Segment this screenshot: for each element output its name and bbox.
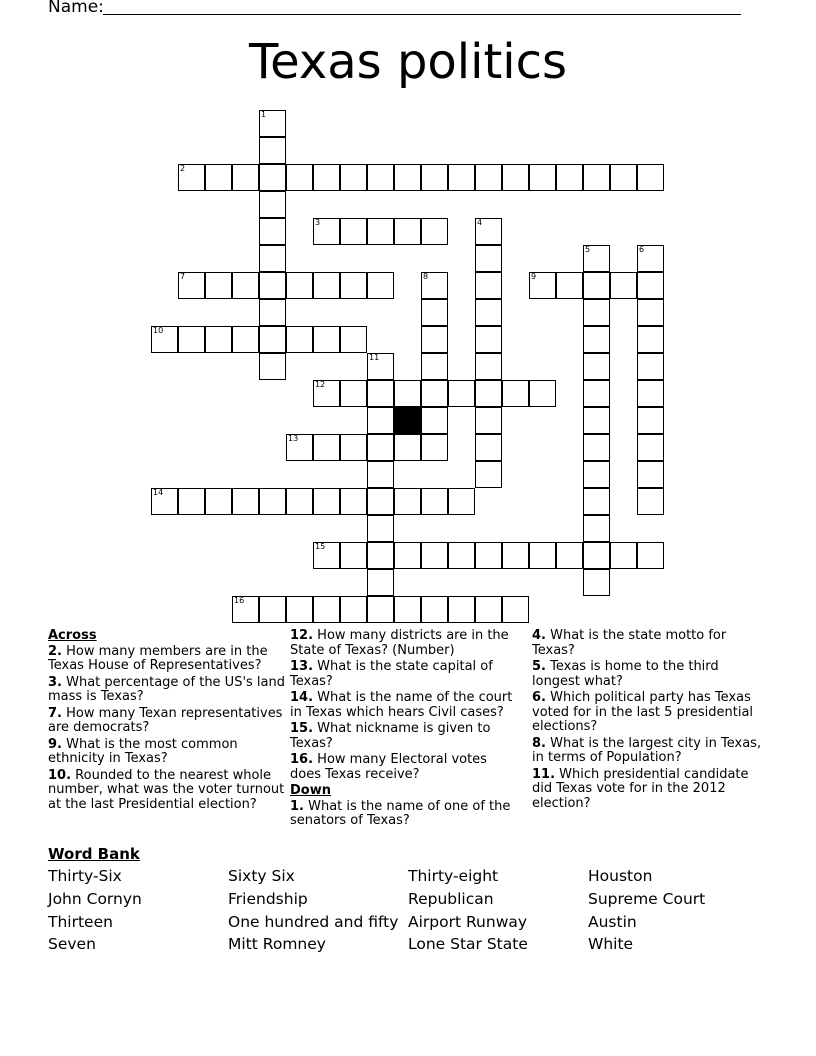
crossword-cell[interactable] <box>637 299 664 326</box>
crossword-cell[interactable] <box>232 164 259 191</box>
crossword-cell[interactable] <box>394 380 421 407</box>
crossword-cell[interactable] <box>340 488 367 515</box>
crossword-cell[interactable] <box>232 272 259 299</box>
crossword-cell[interactable] <box>610 164 637 191</box>
clue-column-2 <box>290 629 522 831</box>
crossword-cell[interactable] <box>637 380 664 407</box>
crossword-cell[interactable] <box>502 164 529 191</box>
crossword-cell[interactable] <box>475 434 502 461</box>
word-bank-item: Supreme Court <box>588 890 706 908</box>
crossword-cell[interactable] <box>448 380 475 407</box>
crossword-cell[interactable] <box>421 542 448 569</box>
crossword-cell[interactable] <box>583 380 610 407</box>
word-bank-item: Thirty-eight <box>408 867 499 885</box>
crossword-cell[interactable] <box>313 326 340 353</box>
crossword-cell[interactable] <box>529 164 556 191</box>
crossword-cell[interactable] <box>259 299 286 326</box>
across-clue-13: 13. What is the state capital of Texas? <box>290 658 493 689</box>
crossword-cell[interactable] <box>475 353 502 380</box>
across-clue-15: 15. What nickname is given to Texas? <box>290 720 491 751</box>
crossword-cell[interactable] <box>583 461 610 488</box>
crossword-cell[interactable] <box>637 407 664 434</box>
word-bank-item: Republican <box>408 890 494 908</box>
clue-number: 7 <box>180 272 186 281</box>
crossword-cell[interactable] <box>637 245 664 272</box>
word-bank-item: Airport Runway <box>408 913 528 931</box>
crossword-cell[interactable] <box>178 272 205 299</box>
word-bank-item: White <box>588 935 634 953</box>
crossword-cell[interactable] <box>205 326 232 353</box>
crossword-cell[interactable] <box>313 434 340 461</box>
crossword-cell[interactable] <box>475 596 502 623</box>
word-bank-heading: Word Bank <box>48 845 140 863</box>
clue-column-1 <box>48 629 288 814</box>
crossword-cell[interactable] <box>448 164 475 191</box>
crossword-cell[interactable] <box>637 461 664 488</box>
crossword-cell[interactable] <box>394 596 421 623</box>
clue-number: 11 <box>369 353 380 362</box>
crossword-cell[interactable] <box>205 488 232 515</box>
crossword-cell[interactable] <box>421 407 448 434</box>
crossword-cell[interactable] <box>286 434 313 461</box>
crossword-cell[interactable] <box>502 542 529 569</box>
crossword-cell[interactable] <box>475 461 502 488</box>
clue-number: 8 <box>423 272 429 281</box>
word-bank-item: Friendship <box>228 890 308 908</box>
crossword-cell[interactable] <box>367 380 394 407</box>
crossword-cell[interactable] <box>475 407 502 434</box>
crossword-cell[interactable] <box>232 488 259 515</box>
word-bank-item: Lone Star State <box>408 935 528 953</box>
clue-number: 2 <box>180 164 186 173</box>
crossword-cell[interactable] <box>583 407 610 434</box>
crossword-cell[interactable] <box>367 353 394 380</box>
crossword-cell[interactable] <box>259 245 286 272</box>
clue-number: 12 <box>315 380 326 389</box>
across-clue-16: 16. How many Electoral votes does Texas receive? <box>290 751 487 782</box>
crossword-cell[interactable] <box>583 245 610 272</box>
across-heading: Across <box>48 628 97 643</box>
blocked-cell <box>394 407 421 434</box>
crossword-cell[interactable] <box>637 353 664 380</box>
crossword-cell[interactable] <box>394 218 421 245</box>
crossword-cell[interactable] <box>475 245 502 272</box>
across-clue-3: 3. What percentage of the US's land mass is Texas? <box>48 674 285 705</box>
crossword-cell[interactable] <box>421 353 448 380</box>
word-bank-item: Austin <box>588 913 637 931</box>
clue-number: 10 <box>153 326 164 335</box>
crossword-cell[interactable] <box>421 596 448 623</box>
crossword-cell[interactable] <box>259 137 286 164</box>
crossword-cell[interactable] <box>286 326 313 353</box>
across-clue-2: 2. How many members are in the Texas House of Representatives? <box>48 643 268 674</box>
clue-number: 4 <box>477 218 483 227</box>
crossword-cell[interactable] <box>313 542 340 569</box>
word-bank-item: Seven <box>48 935 96 953</box>
crossword-cell[interactable] <box>205 164 232 191</box>
crossword-cell[interactable] <box>556 542 583 569</box>
word-bank-item: One hundred and fifty <box>228 913 399 931</box>
crossword-cell[interactable] <box>259 326 286 353</box>
crossword-cell[interactable] <box>475 164 502 191</box>
across-clue-12: 12. How many districts are in the State of Texas? (Number) <box>290 628 509 658</box>
across-clue-7: 7. How many Texan representatives are democrats? <box>48 705 283 736</box>
crossword-cell[interactable] <box>475 326 502 353</box>
crossword-cell[interactable] <box>529 542 556 569</box>
crossword-cell[interactable] <box>259 191 286 218</box>
word-bank-item: Mitt Romney <box>228 935 326 953</box>
crossword-cell[interactable] <box>556 164 583 191</box>
crossword-cell[interactable] <box>340 542 367 569</box>
crossword-cell[interactable] <box>637 164 664 191</box>
crossword-cell[interactable] <box>394 164 421 191</box>
crossword-cell[interactable] <box>367 407 394 434</box>
crossword-cell[interactable] <box>313 596 340 623</box>
crossword-cell[interactable] <box>421 380 448 407</box>
crossword-cell[interactable] <box>421 326 448 353</box>
across-clue-10: 10. Rounded to the nearest whole number, what was the voter turnout at the last Presidential election? <box>48 767 285 812</box>
word-bank-item: Thirty-Six <box>48 867 122 885</box>
across-clue-9: 9. What is the most common ethnicity in Texas? <box>48 736 238 767</box>
crossword-cell[interactable] <box>475 380 502 407</box>
clue-number: 13 <box>288 434 299 443</box>
name-label: Name: <box>48 0 104 17</box>
down-heading: Down <box>290 782 331 798</box>
crossword-cell[interactable] <box>340 596 367 623</box>
crossword-cell[interactable] <box>178 488 205 515</box>
down-clue-6: 6. Which political party has Texas voted for in the last 5 presidential elections? <box>532 689 754 735</box>
crossword-cell[interactable] <box>583 164 610 191</box>
crossword-cell[interactable] <box>556 272 583 299</box>
crossword-cell[interactable] <box>475 542 502 569</box>
clue-number: 6 <box>639 245 645 254</box>
crossword-cell[interactable] <box>502 596 529 623</box>
crossword-cell[interactable] <box>637 542 664 569</box>
crossword-cell[interactable] <box>367 488 394 515</box>
crossword-cell[interactable] <box>421 218 448 245</box>
down-clue-8: 8. What is the largest city in Texas, in terms of Population? <box>532 735 762 766</box>
down-clue-4: 4. What is the state motto for Texas? <box>532 628 727 658</box>
crossword-cell[interactable] <box>259 596 286 623</box>
crossword-cell[interactable] <box>448 596 475 623</box>
crossword-cell[interactable] <box>340 326 367 353</box>
crossword-cell[interactable] <box>583 326 610 353</box>
crossword-cell[interactable] <box>259 272 286 299</box>
crossword-cell[interactable] <box>637 272 664 299</box>
crossword-cell[interactable] <box>583 434 610 461</box>
crossword-cell[interactable] <box>313 218 340 245</box>
clue-number: 3 <box>315 218 321 227</box>
crossword-cell[interactable] <box>583 272 610 299</box>
crossword-cell[interactable] <box>367 164 394 191</box>
crossword-cell[interactable] <box>205 272 232 299</box>
word-bank-item: Houston <box>588 867 653 885</box>
crossword-cell[interactable] <box>259 488 286 515</box>
crossword-cell[interactable] <box>421 164 448 191</box>
crossword-cell[interactable] <box>448 488 475 515</box>
crossword-cell[interactable] <box>394 434 421 461</box>
word-bank-item: Thirteen <box>48 913 113 931</box>
down-clue-11: 11. Which presidential candidate did Texas vote for in the 2012 election? <box>532 766 749 811</box>
word-bank-item: Sixty Six <box>228 867 295 885</box>
clue-number: 9 <box>531 272 537 281</box>
crossword-cell[interactable] <box>151 488 178 515</box>
crossword-cell[interactable] <box>502 380 529 407</box>
crossword-cell[interactable] <box>394 542 421 569</box>
crossword-cell[interactable] <box>583 488 610 515</box>
crossword-cell[interactable] <box>637 488 664 515</box>
crossword-cell[interactable] <box>178 164 205 191</box>
crossword-cell[interactable] <box>475 272 502 299</box>
crossword-cell[interactable] <box>232 326 259 353</box>
crossword-cell[interactable] <box>259 164 286 191</box>
crossword-cell[interactable] <box>367 218 394 245</box>
across-clue-14: 14. What is the name of the court in Texas which hears Civil cases? <box>290 689 513 720</box>
crossword-cell[interactable] <box>583 569 610 596</box>
crossword-cell[interactable] <box>232 596 259 623</box>
crossword-cell[interactable] <box>259 110 286 137</box>
crossword-cell[interactable] <box>448 542 475 569</box>
crossword-cell[interactable] <box>421 272 448 299</box>
crossword-cell[interactable] <box>367 515 394 542</box>
crossword-cell[interactable] <box>259 218 286 245</box>
clue-column-3 <box>532 629 764 813</box>
crossword-cell[interactable] <box>340 434 367 461</box>
down-clue-1: 1. What is the name of one of the senators of Texas? <box>290 798 511 829</box>
crossword-cell[interactable] <box>367 542 394 569</box>
crossword-cell[interactable] <box>313 272 340 299</box>
crossword-cell[interactable] <box>340 218 367 245</box>
clue-number: 5 <box>585 245 591 254</box>
word-bank-item: John Cornyn <box>48 890 142 908</box>
crossword-cell[interactable] <box>286 488 313 515</box>
crossword-cell[interactable] <box>259 353 286 380</box>
crossword-cell[interactable] <box>286 164 313 191</box>
crossword-cell[interactable] <box>286 272 313 299</box>
crossword-cell[interactable] <box>394 488 421 515</box>
clue-number: 14 <box>153 488 164 497</box>
crossword-cell[interactable] <box>583 353 610 380</box>
crossword-cell[interactable] <box>367 272 394 299</box>
clue-number: 15 <box>315 542 326 551</box>
crossword-cell[interactable] <box>421 488 448 515</box>
crossword-cell[interactable] <box>313 380 340 407</box>
crossword-cell[interactable] <box>367 461 394 488</box>
page-title: Texas politics <box>249 34 567 90</box>
crossword-cell[interactable] <box>340 272 367 299</box>
down-clue-5: 5. Texas is home to the third longest what? <box>532 658 719 689</box>
crossword-cell[interactable] <box>367 569 394 596</box>
crossword-cell[interactable] <box>610 272 637 299</box>
clue-number: 16 <box>234 596 245 605</box>
crossword-cell[interactable] <box>475 218 502 245</box>
crossword-cell[interactable] <box>421 434 448 461</box>
crossword-cell[interactable] <box>529 380 556 407</box>
crossword-cell[interactable] <box>313 164 340 191</box>
crossword-cell[interactable] <box>340 380 367 407</box>
crossword-cell[interactable] <box>610 542 637 569</box>
clue-number: 1 <box>261 110 267 119</box>
crossword-cell[interactable] <box>151 326 178 353</box>
crossword-cell[interactable] <box>178 326 205 353</box>
crossword-cell[interactable] <box>313 488 340 515</box>
crossword-cell[interactable] <box>583 542 610 569</box>
crossword-cell[interactable] <box>583 299 610 326</box>
crossword-cell[interactable] <box>286 596 313 623</box>
crossword-cell[interactable] <box>637 434 664 461</box>
crossword-cell[interactable] <box>367 596 394 623</box>
crossword-cell[interactable] <box>421 299 448 326</box>
crossword-cell[interactable] <box>340 164 367 191</box>
crossword-cell[interactable] <box>583 515 610 542</box>
crossword-cell[interactable] <box>529 272 556 299</box>
crossword-cell[interactable] <box>475 299 502 326</box>
crossword-cell[interactable] <box>637 326 664 353</box>
crossword-cell[interactable] <box>367 434 394 461</box>
